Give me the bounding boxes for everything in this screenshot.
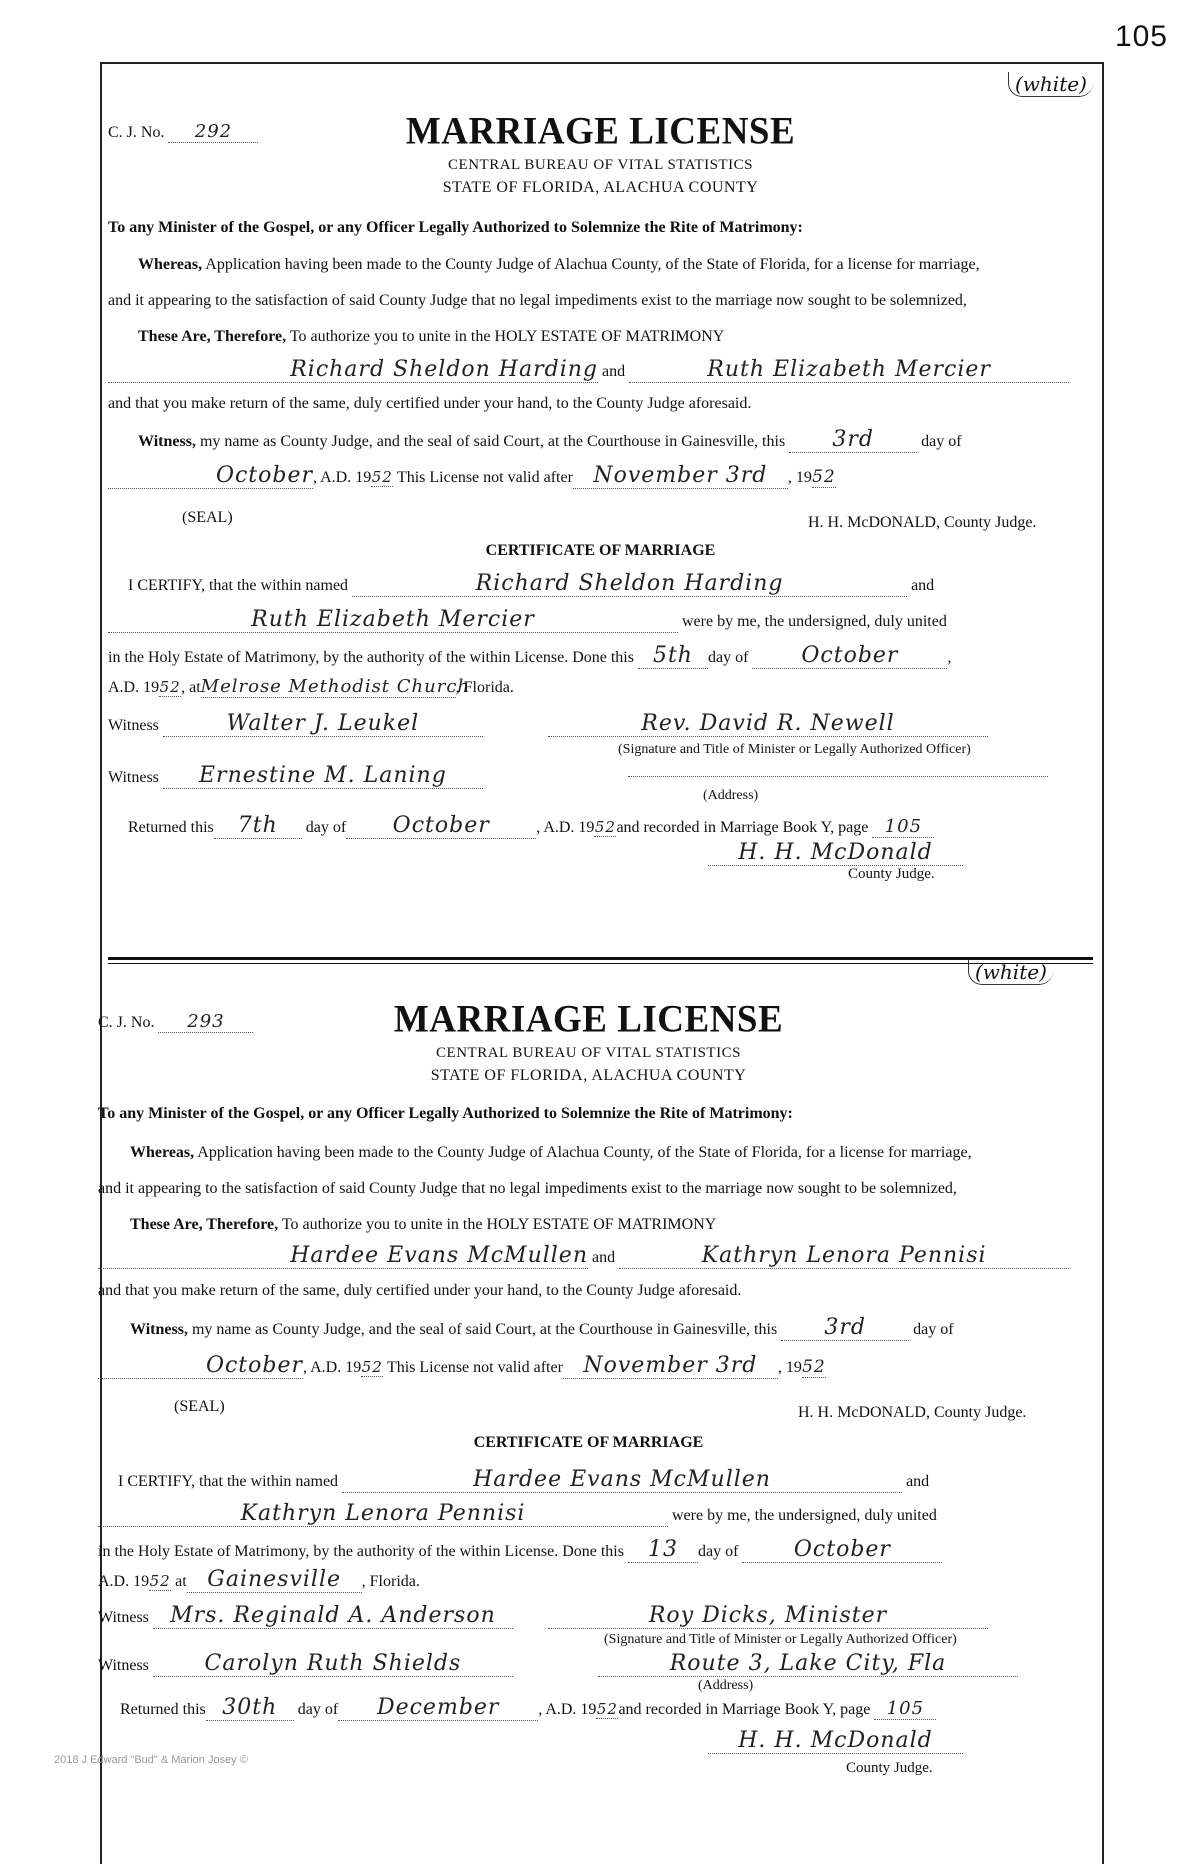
united-text: were by me, the undersigned, duly united: [682, 613, 947, 630]
judge-title: H. H. McDONALD, County Judge.: [808, 514, 1037, 531]
witness-1-line: [98, 1604, 513, 1629]
judge-signature-line: [708, 840, 963, 866]
book-page: 105: [874, 1699, 936, 1720]
recorded-text: and recorded in Marriage Book Y, page: [618, 1701, 871, 1718]
address-label: (Address): [703, 788, 759, 803]
returned-line: [120, 1696, 936, 1721]
issue-month: October: [108, 464, 313, 489]
officiant-address: Route 3, Lake City, Fla: [598, 1652, 1018, 1677]
officiant-address: [628, 776, 1048, 777]
returned-line: [128, 814, 934, 839]
returned-text: Returned this: [128, 819, 214, 836]
florida-word: , Florida.: [455, 679, 514, 696]
witness-2-signature: Carolyn Ruth Shields: [153, 1652, 513, 1677]
issue-month: October: [98, 1354, 303, 1379]
united-text: were by me, the undersigned, duly united: [672, 1507, 937, 1524]
seal-label: (SEAL): [174, 1398, 225, 1415]
officiant-signature: Rev. David R. Newell: [548, 712, 988, 737]
cert-ad: A.D. 19: [98, 1573, 150, 1590]
race-note: (white): [968, 960, 1053, 985]
cj-number: 293: [158, 1012, 253, 1033]
county-judge-label: County Judge.: [846, 1760, 933, 1776]
groom-name: Richard Sheldon Harding: [108, 358, 598, 383]
officiant-address-line: [628, 764, 1048, 782]
returned-text: Returned this: [120, 1701, 206, 1718]
not-valid-text: This License not valid after: [386, 1359, 563, 1376]
returned-ad: , A.D. 19: [538, 1701, 597, 1718]
done-month: October: [752, 644, 947, 669]
holy-text: in the Holy Estate of Matrimony, by the authority of the within License. Done this: [98, 1543, 624, 1560]
appearing-line: and it appearing to the satisfaction of said County Judge that no legal impediments exist to the marriage now sought to be solemnized,: [98, 1180, 957, 1197]
these-are-label: These Are, Therefore,: [130, 1216, 279, 1233]
returned-year: 52: [596, 1700, 618, 1718]
names-line: [98, 1244, 1069, 1269]
witness-2-label: Witness: [98, 1657, 149, 1674]
these-are-line: [130, 1216, 716, 1234]
witness-2-line: [98, 1652, 513, 1677]
done-day: 5th: [638, 644, 708, 669]
returned-ad: , A.D. 19: [536, 819, 595, 836]
returned-day-of: day of: [305, 819, 347, 836]
done-line: in the Holy Estate of Matrimony, by the authority of the within License. Done this 5th day of October ,: [108, 643, 952, 668]
cert-ad: A.D. 19: [108, 679, 160, 696]
done-day-of: day of: [707, 649, 749, 666]
returned-day: 7th: [214, 814, 302, 839]
license-title: MARRIAGE LICENSE: [405, 109, 796, 154]
witness-1-line: [108, 712, 483, 737]
whereas-text: Application having been made to the County Judge of Alachua County, of the State of Florida, for a license for marriage,: [197, 1144, 972, 1161]
issue-day: 3rd: [789, 428, 917, 453]
certificate-title: [96, 1434, 1081, 1452]
done-line: [98, 1538, 942, 1563]
officiant-signature: Roy Dicks, Minister: [548, 1604, 988, 1629]
whereas-label: Whereas,: [130, 1144, 195, 1161]
cert-year: 52: [159, 678, 181, 696]
address-label: (Address): [698, 1678, 754, 1693]
at-word: , at: [181, 679, 201, 696]
judge-signature: H. H. McDonald: [708, 840, 963, 866]
certify-line: [118, 1468, 929, 1493]
done-month: October: [742, 1538, 942, 1563]
marriage-place: Gainesville: [187, 1568, 362, 1593]
cert-groom-name: Hardee Evans McMullen: [342, 1468, 902, 1493]
cj-label: C. J. No.: [108, 124, 165, 141]
witness-2-label: Witness: [108, 769, 159, 786]
returned-month: October: [346, 814, 536, 839]
witness-1-signature: Walter J. Leukel: [163, 712, 483, 737]
state-line: STATE OF FLORIDA, ALACHUA COUNTY: [442, 179, 759, 196]
marriage-place: Melrose Methodist Church: [200, 676, 471, 697]
state-line: STATE OF FLORIDA, ALACHUA COUNTY: [430, 1067, 747, 1084]
issue-year: 52: [371, 468, 393, 486]
issue-date-line: [98, 1354, 826, 1379]
address-line: [98, 1105, 793, 1123]
cert-bride-line: [108, 608, 947, 633]
cert-bride-line: [98, 1502, 937, 1527]
witness-1-label: Witness: [108, 717, 159, 734]
appearing-line: and it appearing to the satisfaction of said County Judge that no legal impediments exist to the marriage now sought to be solemnized,: [108, 292, 967, 309]
judge-signature-line: [708, 1728, 963, 1754]
license-title: MARRIAGE LICENSE: [393, 997, 784, 1042]
witness-seal-line: [130, 1316, 954, 1341]
done-day-of: day of: [697, 1543, 739, 1560]
expiry-date: November 3rd: [563, 1354, 778, 1379]
returned-month: December: [338, 1696, 538, 1721]
officiant-line: [548, 712, 988, 737]
groom-name: Hardee Evans McMullen: [98, 1244, 588, 1269]
cj-number: 292: [168, 122, 258, 143]
certify-line: [128, 572, 934, 597]
place-line: [108, 677, 514, 698]
judge-title: H. H. McDONALD, County Judge.: [798, 1404, 1027, 1421]
certificate-title-text: CERTIFICATE OF MARRIAGE: [485, 542, 716, 559]
issue-year: 52: [361, 1358, 383, 1376]
cert-and-word: and: [906, 1473, 930, 1490]
not-valid-text: This License not valid after: [396, 469, 573, 486]
witness-1-signature: Mrs. Reginald A. Anderson: [153, 1604, 513, 1629]
officiant-line: [548, 1604, 988, 1629]
done-day: 13: [628, 1538, 698, 1563]
license-separator: [108, 957, 1093, 964]
these-are-text: To authorize you to unite in the HOLY ESTATE OF MATRIMONY: [289, 328, 725, 345]
certify-text: I CERTIFY, that the within named: [128, 577, 349, 594]
whereas-line: [138, 256, 980, 274]
witness-seal-text: my name as County Judge, and the seal of said Court, at the Courthouse in Gainesville, this: [199, 433, 786, 450]
witness-1-label: Witness: [98, 1609, 149, 1626]
copyright-watermark: 2018 J Edward "Bud" & Marion Josey ©: [54, 1754, 248, 1766]
witness-seal-line: [138, 428, 962, 453]
issue-date-line: [108, 464, 836, 489]
return-line: and that you make return of the same, duly certified under your hand, to the County Judge aforesaid.: [98, 1282, 742, 1299]
cert-and-word: and: [911, 577, 935, 594]
seal-label: (SEAL): [182, 509, 233, 526]
witness-seal-label: Witness,: [130, 1321, 188, 1338]
cert-groom-name: Richard Sheldon Harding: [352, 572, 907, 597]
holy-text: in the Holy Estate of Matrimony, by the authority of the within License. Done this: [108, 649, 634, 666]
expiry-year: 52: [802, 1357, 826, 1377]
expiry-year-prefix: , 19: [777, 1359, 802, 1376]
expiry-date: November 3rd: [573, 464, 788, 489]
witness-2-line: [108, 764, 483, 789]
cert-year: 52: [149, 1572, 171, 1590]
witness-seal-label: Witness,: [138, 433, 196, 450]
issue-day-of: day of: [921, 433, 962, 450]
county-judge-label: County Judge.: [848, 866, 935, 882]
florida-word: , Florida.: [361, 1573, 420, 1590]
officiant-label: (Signature and Title of Minister or Legally Authorized Officer): [618, 742, 971, 757]
bureau-line: CENTRAL BUREAU OF VITAL STATISTICS: [448, 157, 753, 173]
witness-2-signature: Ernestine M. Laning: [163, 764, 483, 789]
returned-day: 30th: [206, 1696, 294, 1721]
book-page: 105: [872, 817, 934, 838]
issue-day: 3rd: [781, 1316, 909, 1341]
place-line: [98, 1568, 420, 1593]
bureau-line: CENTRAL BUREAU OF VITAL STATISTICS: [436, 1045, 741, 1061]
address-line-text: To any Minister of the Gospel, or any Officer Legally Authorized to Solemnize the Rite of Matrimony:: [108, 219, 803, 236]
address-line-text: To any Minister of the Gospel, or any Officer Legally Authorized to Solemnize the Rite of Matrimony:: [98, 1105, 793, 1122]
certificate-title: [108, 542, 1093, 560]
page-number: 105: [1114, 20, 1168, 53]
officiant-address-line: [598, 1652, 1018, 1677]
cj-label: C. J. No.: [98, 1014, 155, 1031]
return-line: and that you make return of the same, duly certified under your hand, to the County Judge aforesaid.: [108, 395, 752, 412]
address-line: [108, 219, 803, 237]
cert-bride-name: Ruth Elizabeth Mercier: [108, 608, 678, 633]
race-note: (white): [1008, 72, 1093, 97]
issue-ad: , A.D. 19: [313, 469, 372, 486]
whereas-label: Whereas,: [138, 256, 203, 273]
recorded-text: and recorded in Marriage Book Y, page: [616, 819, 869, 836]
these-are-line: [138, 328, 724, 346]
returned-year: 52: [594, 818, 616, 836]
issue-ad: , A.D. 19: [303, 1359, 362, 1376]
issue-day-of: day of: [913, 1321, 954, 1338]
certificate-title-text: CERTIFICATE OF MARRIAGE: [473, 1434, 704, 1451]
names-line: [108, 358, 1069, 383]
judge-signature: H. H. McDonald: [708, 1728, 963, 1754]
these-are-text: To authorize you to unite in the HOLY ESTATE OF MATRIMONY: [281, 1216, 717, 1233]
whereas-text: Application having been made to the County Judge of Alachua County, of the State of Florida, for a license for marriage,: [205, 256, 980, 273]
and-word: and: [592, 1249, 616, 1266]
certify-text: I CERTIFY, that the within named: [118, 1473, 339, 1490]
returned-day-of: day of: [297, 1701, 339, 1718]
these-are-label: These Are, Therefore,: [138, 328, 287, 345]
at-word: at: [171, 1573, 187, 1590]
cert-bride-name: Kathryn Lenora Pennisi: [98, 1502, 668, 1527]
expiry-year-prefix: , 19: [787, 469, 812, 486]
expiry-year: 52: [812, 467, 836, 487]
officiant-label: (Signature and Title of Minister or Legally Authorized Officer): [604, 1632, 957, 1647]
and-word: and: [602, 363, 626, 380]
bride-name: Kathryn Lenora Pennisi: [619, 1244, 1069, 1269]
bride-name: Ruth Elizabeth Mercier: [629, 358, 1069, 383]
whereas-line: [130, 1144, 972, 1162]
witness-seal-text: my name as County Judge, and the seal of said Court, at the Courthouse in Gainesville, this: [191, 1321, 778, 1338]
